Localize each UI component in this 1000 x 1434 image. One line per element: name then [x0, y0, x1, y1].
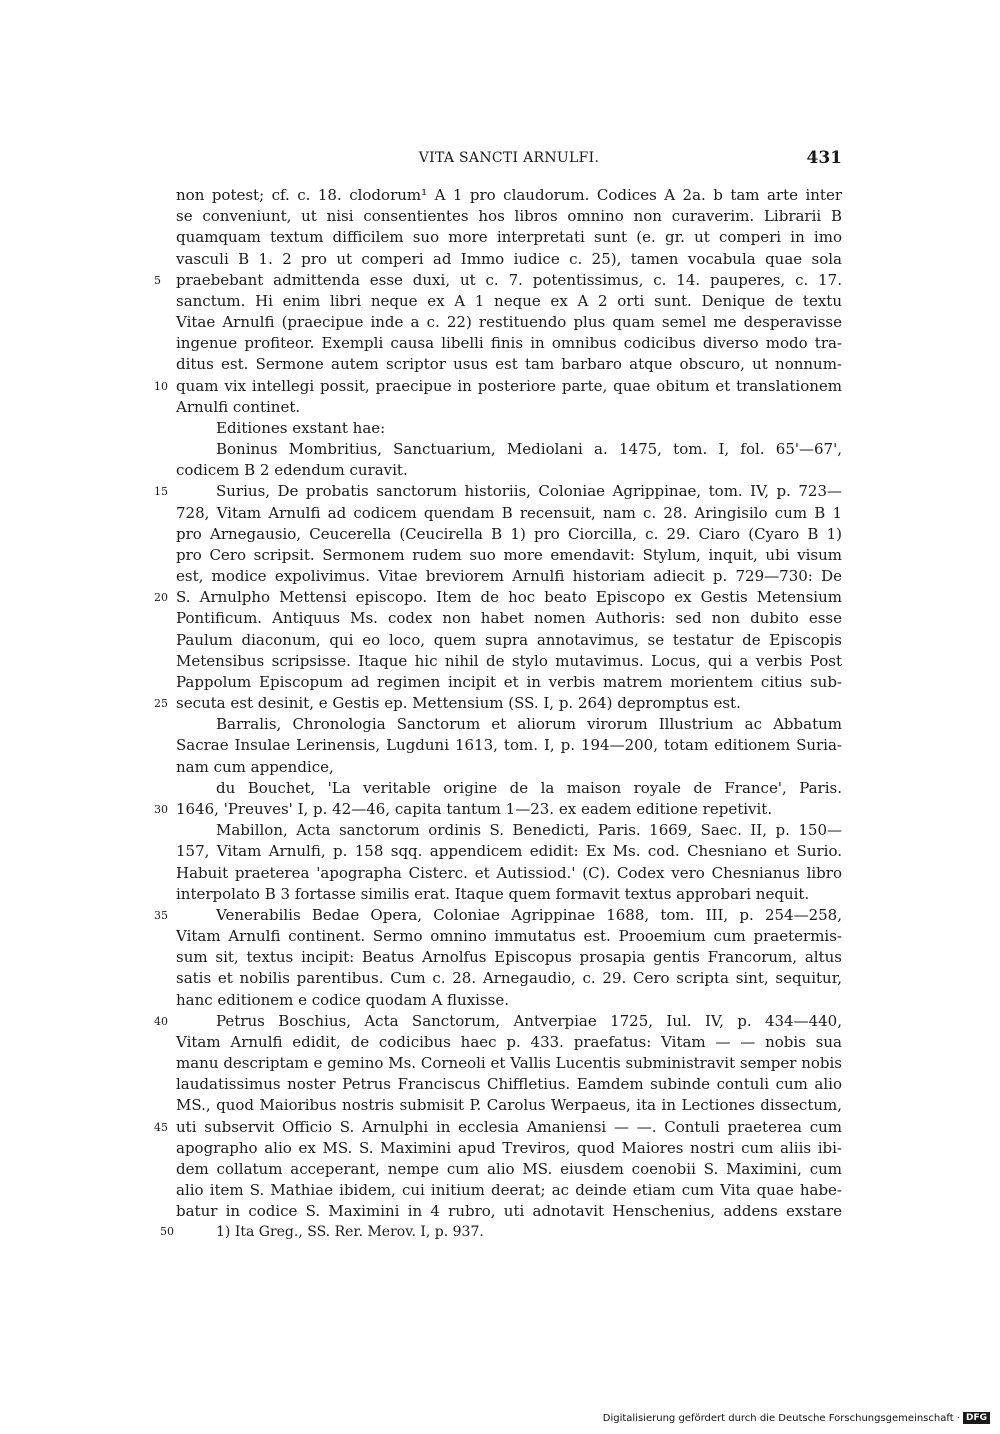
line-number: 50 — [160, 1225, 174, 1238]
line-text: hanc editionem e codice quodam A fluxisse. — [176, 990, 510, 1009]
line-text: Arnulfi continet. — [176, 397, 301, 416]
line-number: 5 — [154, 273, 161, 287]
text-line — [176, 418, 842, 439]
footnote — [160, 1222, 842, 1242]
line-text: Vitae Arnulfi (praecipue inde a c. 22) restituendo plus quam semel me desperavisse — [176, 313, 842, 332]
line-text: non potest; cf. c. 18. clodorum¹ A 1 pro claudorum. Codices A 2a. b tam arte inter — [176, 186, 842, 204]
line-text: S. Arnulpho Mettensi episcopo. Item de hoc beato Episcopo ex Gestis Metensium — [176, 588, 842, 607]
line-number: 30 — [154, 802, 168, 816]
line-text: Boninus Mombritius, Sanctuarium, Mediolani a. 1475, tom. I, fol. 65'—67', — [216, 440, 842, 459]
line-text: 157, Vitam Arnulfi, p. 158 sqq. appendicem edidit: Ex Ms. cod. Chesniano et Surio. — [176, 842, 842, 861]
text-line — [176, 503, 842, 524]
text-line — [176, 820, 842, 841]
text-line — [176, 185, 842, 206]
line-text: apographo alio ex MS. S. Maximini apud Treviros, quod Maiores nostri cum aliis ibi- — [176, 1138, 842, 1157]
line-text: Habuit praeterea 'apographa Cisterc. et Autissiod.' (C). Codex vero Chesnianus libro — [176, 863, 842, 882]
text-line — [176, 968, 842, 989]
line-text: vasculi B 1. 2 pro ut comperi ad Immo iudice c. 25), tamen vocabula quae sola — [176, 249, 842, 268]
line-number: 35 — [154, 908, 168, 922]
text-line — [176, 1180, 842, 1201]
text-line — [176, 651, 842, 672]
text-line — [176, 249, 842, 270]
text-line — [176, 778, 842, 799]
line-text: est, modice expolivimus. Vitae breviorem Arnulfi historiam adiecit p. 729—730: De — [176, 567, 842, 586]
text-line — [176, 566, 842, 587]
text-line — [176, 630, 842, 651]
text-line — [176, 672, 842, 693]
line-number: 15 — [154, 485, 168, 499]
line-text: se conveniunt, ut nisi consentientes hos libros omnino non curaverim. Librarii B — [176, 207, 842, 226]
page-header — [176, 148, 842, 172]
text-line — [176, 206, 842, 227]
line-text: sanctum. Hi enim libri neque ex A 1 neque ex A 2 orti sunt. Denique de textu — [176, 291, 842, 310]
line-text: dem collatum acceperant, nempe cum alio MS. eiusdem coenobii S. Maximini, cum — [176, 1159, 842, 1178]
line-text: manu descriptam e gemino Ms. Corneoli et Vallis Lucentis subministravit semper nobis — [176, 1054, 842, 1073]
text-line — [176, 714, 842, 735]
line-text: Metensibus scripsisse. Itaque hic nihil de stylo mutavimus. Locus, qui a verbis Post — [176, 651, 842, 670]
text-line — [176, 397, 842, 418]
line-text: satis et nobilis parentibus. Cum c. 28. Arnegaudio, c. 29. Cero scripta sint, sequitur, — [176, 969, 842, 988]
line-text: MS., quod Maioribus nostris submisit P. Carolus Werpaeus, ita in Lectiones dissectum, — [176, 1096, 842, 1115]
line-text: Editiones exstant hae: — [216, 418, 386, 437]
line-text: laudatissimus noster Petrus Franciscus Chiffletius. Eamdem subinde contuli cum alio — [176, 1075, 842, 1094]
text-line — [176, 926, 842, 947]
text-line — [154, 693, 842, 714]
line-text: uti subservit Officio S. Arnulphi in ecclesia Amaniensi — —. Contuli praeterea cum — [176, 1117, 842, 1136]
text-line — [176, 841, 842, 862]
text-line — [154, 376, 842, 397]
dfg-logo: DFG — [963, 1412, 990, 1424]
line-number: 20 — [154, 591, 168, 605]
line-text: 1646, 'Preuves' I, p. 42—46, capita tantum 1—23. ex eadem editione repetivit. — [176, 799, 773, 818]
text-line — [176, 354, 842, 375]
line-text: Vitam Arnulfi edidit, de codicibus haec p. 433. praefatus: Vitam — — nobis sua — [176, 1032, 842, 1051]
text-line — [176, 227, 842, 248]
line-number: 40 — [154, 1014, 168, 1028]
line-text: alio item S. Mathiae ibidem, cui initium deerat; ac deinde etiam cum Vita quae habe- — [176, 1181, 842, 1200]
line-text: quamquam textum difficilem suo more interpretati sunt (e. gr. ut comperi in imo — [176, 228, 842, 247]
text-line — [176, 990, 842, 1011]
line-text: Sacrae Insulae Lerinensis, Lugduni 1613, tom. I, p. 194—200, totam editionem Suria- — [176, 736, 842, 755]
line-text: Mabillon, Acta sanctorum ordinis S. Benedicti, Paris. 1669, Saec. II, p. 150— — [216, 821, 842, 840]
footnote-text: 1) Ita Greg., SS. Rer. Merov. I, p. 937. — [216, 1224, 484, 1240]
line-number: 25 — [154, 697, 168, 711]
text-line — [154, 1011, 842, 1032]
text-line — [176, 1053, 842, 1074]
text-line — [154, 799, 842, 820]
line-text: Surius, De probatis sanctorum historiis, Coloniae Agrippinae, tom. IV, p. 723— — [216, 482, 842, 501]
line-text: Venerabilis Bedae Opera, Coloniae Agrippinae 1688, tom. III, p. 254—258, — [216, 905, 842, 924]
text-line — [176, 1138, 842, 1159]
text-line — [176, 524, 842, 545]
line-text: nam cum appendice, — [176, 757, 334, 776]
text-line — [154, 905, 842, 926]
line-text: sum sit, textus incipit: Beatus Arnolfus Episcopus prosapia gentis Francorum, altus — [176, 948, 842, 967]
text-line — [176, 312, 842, 333]
text-line — [176, 1032, 842, 1053]
line-text: Petrus Boschius, Acta Sanctorum, Antverpiae 1725, Iul. IV, p. 434—440, — [216, 1011, 842, 1030]
text-line — [154, 481, 842, 502]
text-line — [176, 333, 842, 354]
text-line — [176, 1095, 842, 1116]
line-text: interpolato B 3 fortasse similis erat. Itaque quem formavit textus approbari nequit. — [176, 884, 810, 903]
text-line — [176, 863, 842, 884]
text-line — [176, 947, 842, 968]
line-text: Pappolum Episcopum ad regimen incipit et in verbis matrem morientem citius sub- — [176, 672, 842, 691]
line-text: codicem B 2 edendum curavit. — [176, 461, 408, 480]
line-text: 728, Vitam Arnulfi ad codicem quendam B recensuit, nam c. 28. Aringisilo cum B 1 — [176, 503, 842, 522]
text-line — [176, 1074, 842, 1095]
text-line — [176, 439, 842, 460]
text-line — [176, 608, 842, 629]
line-text: praebebant admittenda esse duxi, ut c. 7. potentissimus, c. 14. pauperes, c. 17. — [176, 270, 842, 289]
line-text: Paulum diaconum, qui eo loco, quem supra annotavimus, se testatur de Episcopis — [176, 630, 842, 649]
text-line — [176, 545, 842, 566]
line-text: batur in codice S. Maximini in 4 rubro, uti adnotavit Henschenius, addens exstare — [176, 1202, 842, 1221]
text-line — [176, 460, 842, 481]
text-line — [176, 757, 842, 778]
digitization-credit — [603, 1412, 990, 1424]
line-text: ingenue profiteor. Exempli causa libelli finis in omnibus codicibus diverso modo tra- — [176, 334, 842, 353]
line-text: secuta est desinit, e Gestis ep. Mettensium (SS. I, p. 264) depromptus est. — [176, 694, 741, 713]
line-number: 45 — [154, 1120, 168, 1134]
line-number: 10 — [154, 379, 168, 393]
text-line — [176, 1201, 842, 1222]
line-text: quam vix intellegi possit, praecipue in posteriore parte, quae obitum et translationem — [176, 376, 842, 395]
credit-text: Digitalisierung gefördert durch die Deutsche Forschungsgemeinschaft · — [602, 1413, 960, 1424]
text-line — [154, 270, 842, 291]
line-text: pro Cero scripsit. Sermonem rudem suo more emendavit: Stylum, inquit, ubi visum — [176, 545, 842, 564]
text-line — [154, 587, 842, 608]
line-text: Pontificum. Antiquus Ms. codex non habet nomen Authoris: sed non dubito esse — [176, 609, 842, 628]
line-text: Barralis, Chronologia Sanctorum et aliorum virorum Illustrium ac Abbatum — [216, 715, 842, 734]
line-text: Vitam Arnulfi continent. Sermo omnino immutatus est. Prooemium cum praetermis- — [176, 927, 842, 946]
running-title: VITA SANCTI ARNULFI. — [418, 150, 600, 166]
text-line — [176, 735, 842, 756]
text-line — [176, 291, 842, 312]
line-text: ditus est. Sermone autem scriptor usus est tam barbaro atque obscuro, ut nonnum- — [176, 355, 842, 374]
page-number: 431 — [806, 148, 842, 168]
line-text: pro Arnegausio, Ceucerella (Ceucirella B 1) pro Ciorcilla, c. 29. Ciaro (Cyaro B 1) — [176, 524, 842, 543]
line-text: du Bouchet, 'La veritable origine de la maison royale de France', Paris. — [216, 778, 842, 797]
text-line — [176, 884, 842, 905]
text-line — [154, 1117, 842, 1138]
main-text — [154, 185, 842, 1222]
text-line — [176, 1159, 842, 1180]
